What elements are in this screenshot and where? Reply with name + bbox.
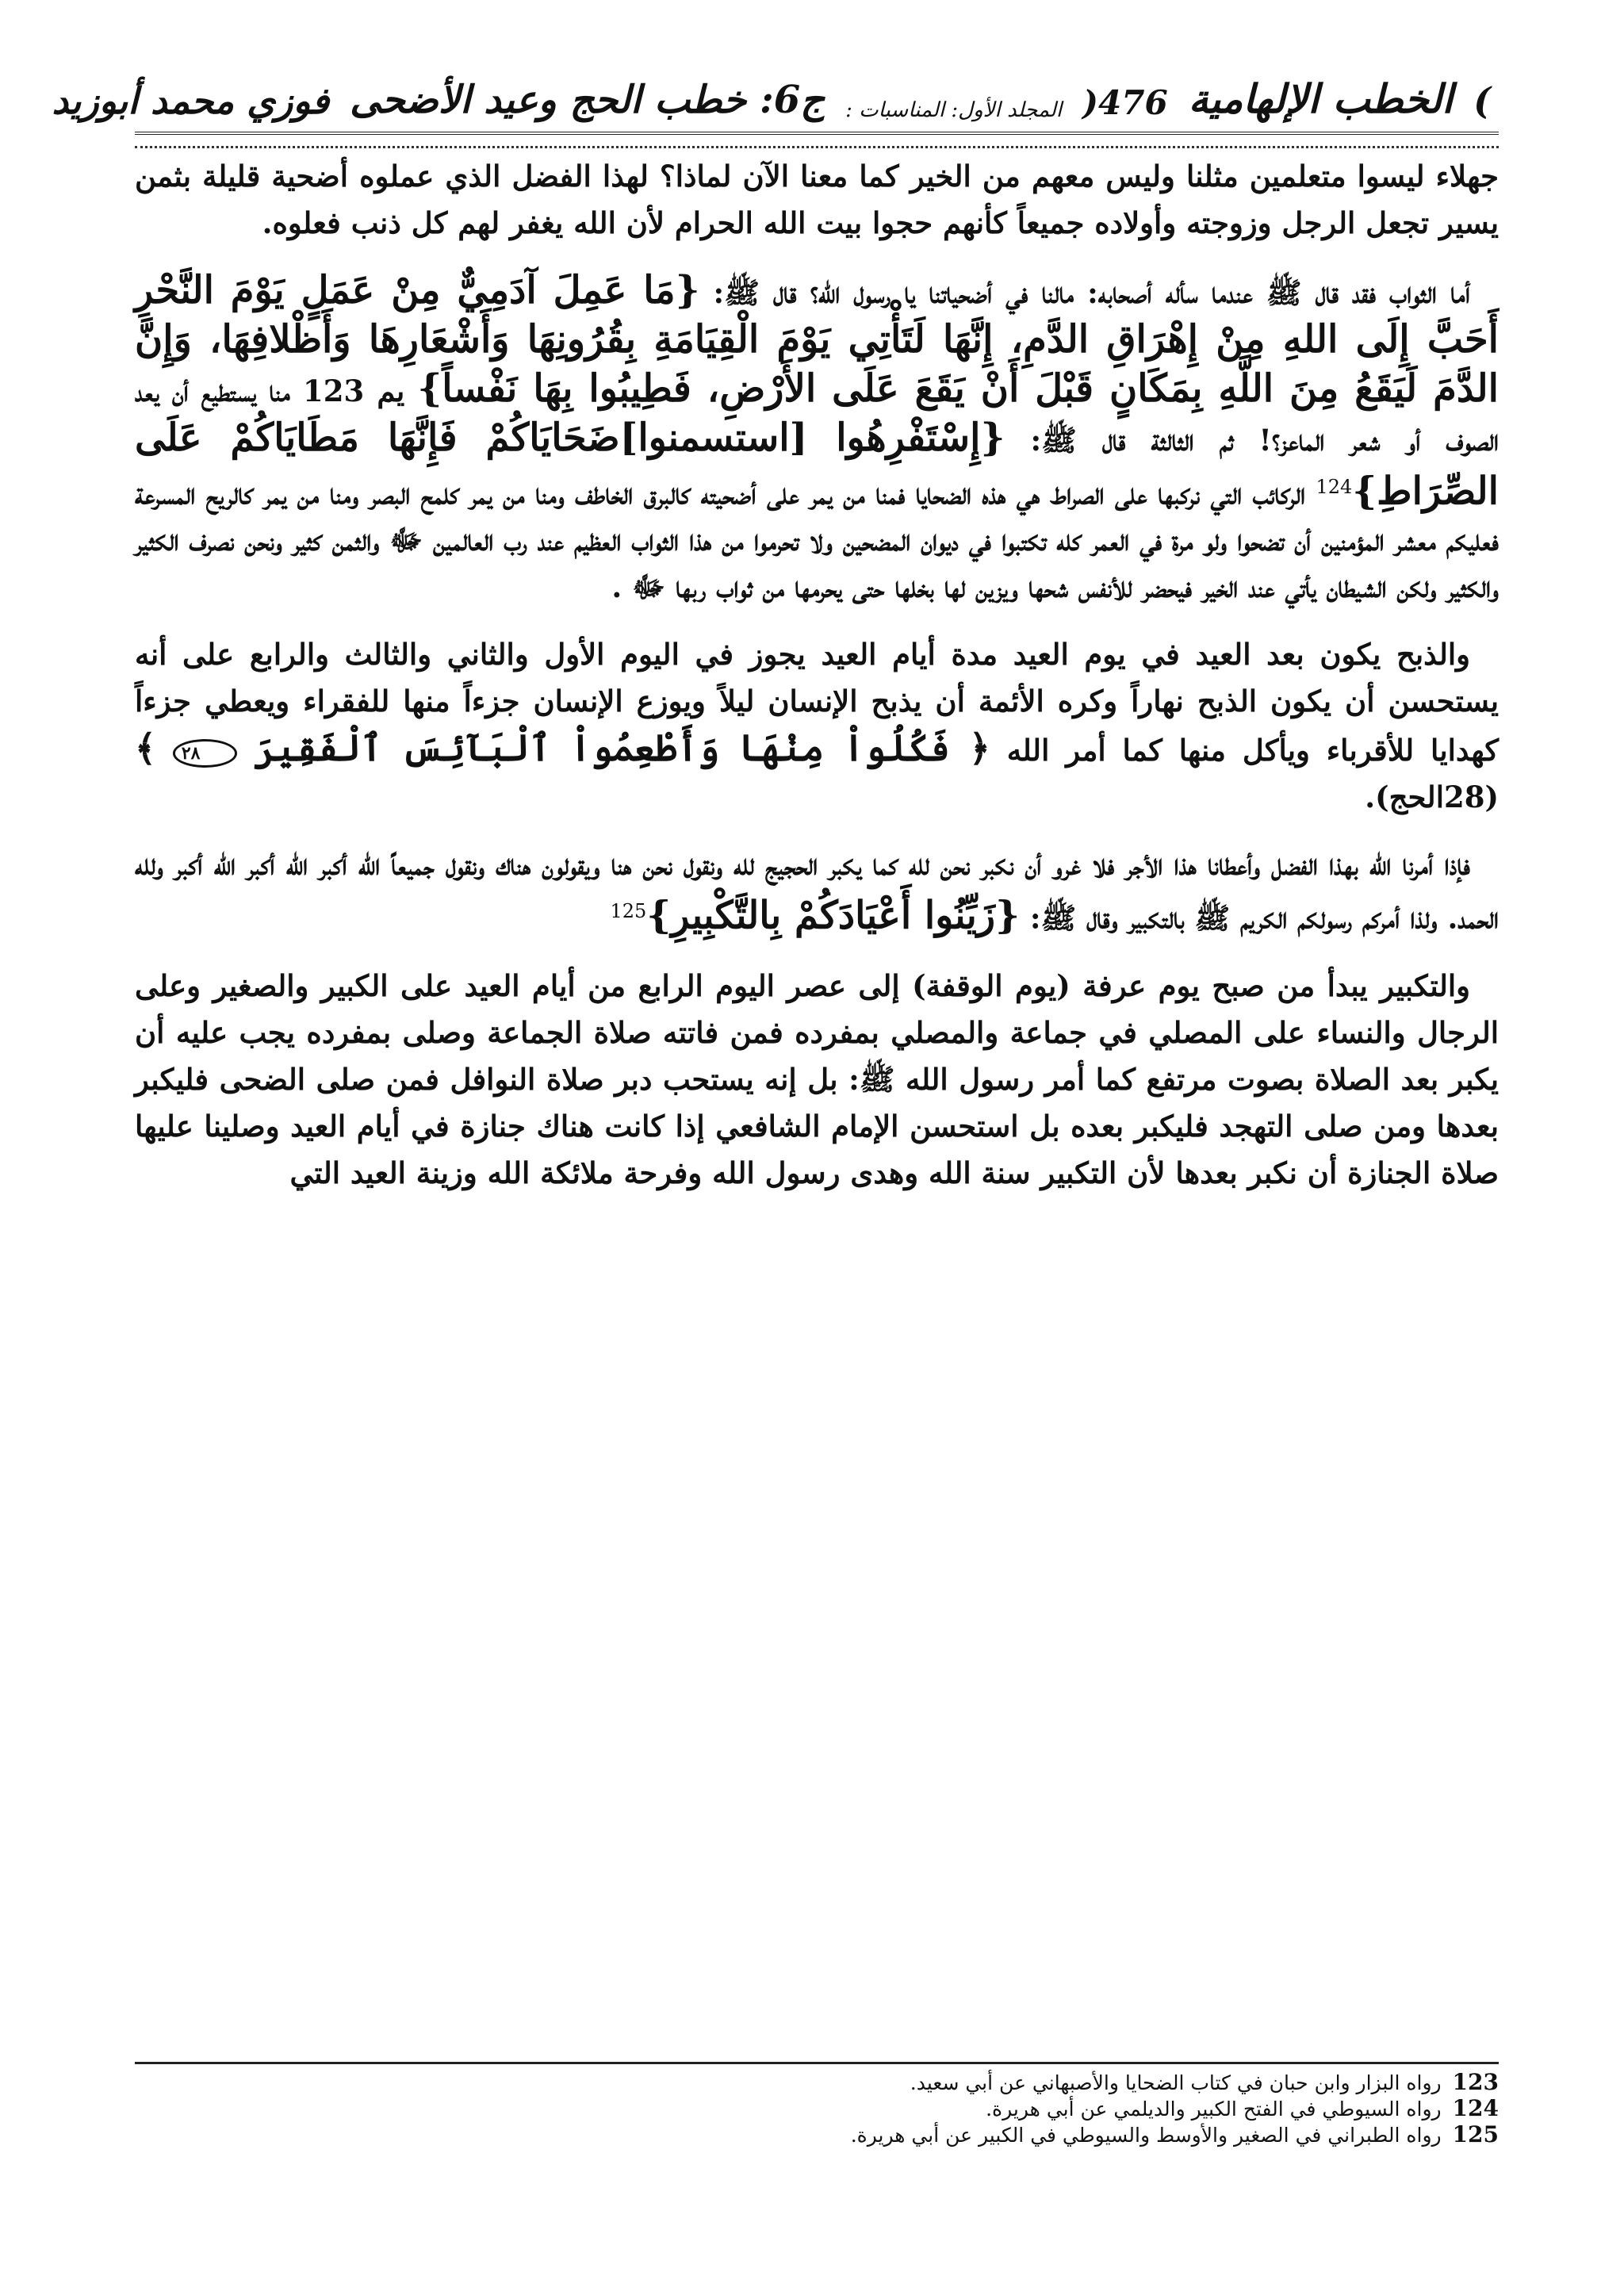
header-volume: المجلد الأول: المناسبات :	[845, 98, 1063, 122]
header-page-number: 476(	[1082, 83, 1168, 122]
hadith-quote-3: {زَيِّنُوا أَعْيَادَكُمْ بِالتَّكْبِيرِ}	[646, 893, 1020, 938]
footnote-text: رواه الطبراني في الصغير والأوسط والسيوطي في الكبير عن أبي هريرة.	[850, 2124, 1442, 2147]
footnote-ref-125: 125	[610, 900, 647, 923]
footnote-125	[135, 2122, 1499, 2148]
footnote-number: 123	[1452, 2069, 1499, 2095]
footnotes	[135, 2070, 1499, 2148]
body-text	[135, 153, 1499, 1197]
ayah-number-mark: ٢٨	[173, 739, 238, 768]
paragraph-2	[135, 267, 1499, 611]
paragraph-4	[135, 841, 1499, 941]
footnote-124	[135, 2096, 1499, 2122]
paragraph-4-text: فإذا أمرنا الله بهذا الفضل وأعطانا هذا الأجر فلا غرو أن نكبر نحن لله كما يكبر الحجيج لله ونقول نحن هنا ويقولون هناك ونقول جميعاً الله أكبر الله أكبر الله أكبر ولله الحمد. ولذا أمركم رسولكم الكريم ﷺ بالتكبير وقال ﷺ:	[135, 847, 1499, 936]
quran-verse-close: ﴾	[135, 726, 156, 770]
paragraph-5: والتكبير يبدأ من صبح يوم عرفة (يوم الوقفة) إلى عصر اليوم الرابع من أيام العيد على الكبير والصغير وعلى الرجال والنساء على المصلي في جماعة والمصلي بمفرده فمن فاتته صلاة الجماعة وصلى بمفرده يجب عليه أن يكبر بعد الصلاة بصوت مرتفع كما أمر رسول الله ﷺ: بل إنه يستحب دبر صلاة النوافل فمن صلى الضحى فليكبر بعدها ومن صلى التهجد فليكبر بعده بل استحسن الإمام الشافعي إذا كانت هناك جنازة في أيام العيد وصلينا عليها صلاة الجنازة أن نكبر بعدها لأن التكبير سنة الله وهدى رسول الله وفرحة ملائكة الله وزينة العيد التي	[135, 967, 1499, 1190]
quran-verse: ﴿ فَكُلُواْ مِنْهَا وَأَطْعِمُواْ ٱلْبَآئِسَ ٱلْفَقِيرَ	[254, 726, 990, 770]
paragraph-3	[135, 631, 1499, 821]
paragraph-1: جهلاء ليسوا متعلمين مثلنا وليس معهم من الخير كما معنا الآن لماذا؟ لهذا الفضل الذي عملوه أضحية قليلة بثمن يسير تجعل الرجل وزوجته وأولاده جميعاً كأنهم حجوا بيت الله الحرام لأن الله يغفر لهم كل ذنب فعلوه.	[135, 159, 1499, 240]
footnote-rule	[135, 2062, 1499, 2064]
hadith-quote-1: {مَا عَمِلَ آدَمِيٌّ مِنْ عَمَلٍ يَوْمَ النَّحْرِ أَحَبَّ إِلَى اللهِ مِنْ إِهْرَاقِ الدَّمِ، إِنَّهَا لَتَأْتِي يَوْمَ الْقِيَامَةِ بِقُرُونِهَا وَأَشْعَارِهَا وَأَظْلافِهَا، وَإِنَّ الدَّمَ لَيَقَعُ مِنَ اللَّهِ بِمَكَانٍ قَبْلَ أَنْ يَقَعَ عَلَى الأَرْضِ، فَطِيبُوا بِهَا نَفْساً}	[135, 268, 1500, 411]
header-chapter: ج6: خطب الحج وعيد الأضحى	[350, 78, 825, 122]
verse-reference: (28الحج).	[1365, 780, 1499, 815]
footnote-123	[135, 2070, 1499, 2096]
header-paren: )	[1473, 79, 1491, 122]
document-page	[52, 48, 1500, 2268]
footnote-text: رواه البزار وابن حبان في كتاب الضحايا والأصبهاني عن أبي سعيد.	[910, 2071, 1442, 2094]
footnote-number: 125	[1452, 2121, 1499, 2147]
paragraph-3-text: والذبح يكون بعد العيد في يوم العيد مدة أيام العيد يجوز في اليوم الأول والثاني والثالث والرابع على أنه يستحسن أن يكون الذبح نهاراً وكره الأئمة أن يذبح الإنسان ليلاً ويوزع الإنسان جزءاً منها للفقراء ويعطي جزءاً كهدايا للأقرباء ويأكل منها كما أمر الله	[135, 637, 1499, 768]
header-series-title: الخطب الإلهامية	[1188, 75, 1454, 122]
paragraph-2-intro: أما الثواب فقد قال ﷺ عندما سأله أصحابه: مالنا في أضحياتنا يا رسول الله؟ قال ﷺ:	[713, 275, 1470, 310]
footnote-number: 124	[1452, 2095, 1499, 2121]
header-author: فوزي محمد أبوزيد	[52, 79, 330, 122]
running-header	[52, 48, 1499, 135]
hadith-quote-2: {إِسْتَفْرِهُوا [استسمنوا]ضَحَايَاكُمْ فَإِنَّهَا مَطَايَاكُمْ عَلَى الصِّرَاطِ}	[135, 416, 1499, 514]
paragraph-2-after: يم 123 منا يستطيع أن يعد الصوف أو شعر الماعز؟! ثم الثالثة قال ﷺ:	[135, 374, 1499, 458]
footnote-text: رواه السيوطي في الفتح الكبير والديلمي عن أبي هريرة.	[986, 2098, 1442, 2121]
paragraph-2-rest: الركائب التي نركبها على الصراط هي هذه الضحايا فمنا من يمر على أضحيته كالبرق الخاطف ومنا من يمر كلمح البصر ومنا من يمر كالريح المسرعة فعليكم معشر المؤمنين أن تضحوا ولو مرة في العمر كله تكتبوا في ديوان المضحين ولا تحرموا من هذا الثواب العظيم عند رب العالمين ﷻ والثمن كثير ونحن نصرف الكثير والكثير ولكن الشيطان يأتي عند الخير فيحضر للأنفس شحها ويزين لها بخلها حتى يحرمها من ثواب ربها ﷻ .	[135, 476, 1499, 605]
header-dotted-rule	[135, 138, 1499, 148]
footnote-ref-124: 124	[1316, 476, 1353, 498]
